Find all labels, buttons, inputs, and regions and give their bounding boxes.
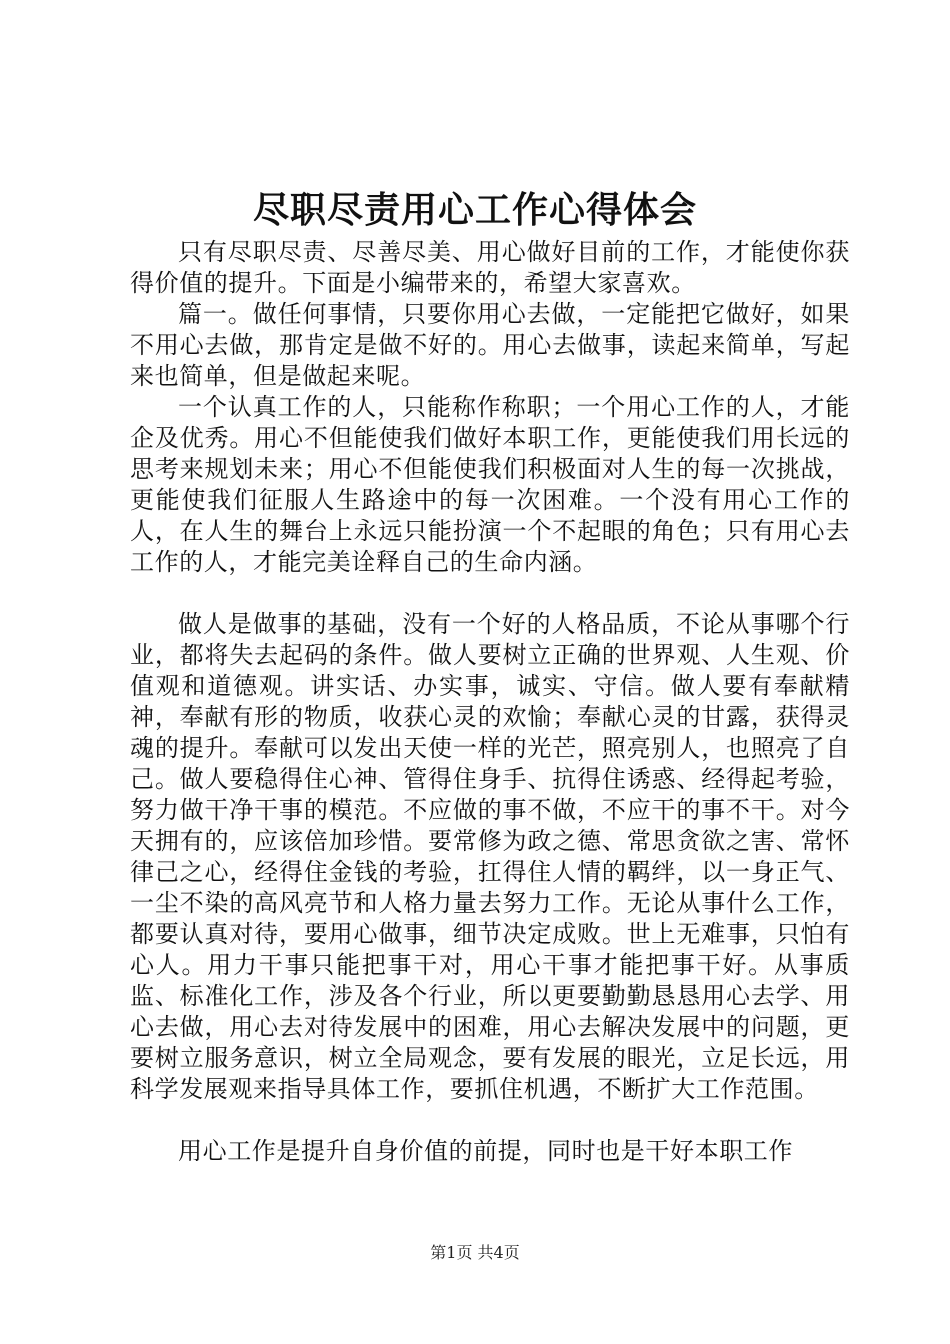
paragraph-value-premise: 用心工作是提升自身价值的前提，同时也是干好本职工作 [178,1137,793,1165]
paragraph-intro: 只有尽职尽责、尽善尽美、用心做好目前的工作，才能使你获得价值的提升。下面是小编带来的，希望大家喜欢。 [130,238,850,297]
document-body [130,237,850,1167]
paragraph-attentive-work: 一个认真工作的人，只能称作称职；一个用心工作的人，才能企及优秀。用心不但能使我们做好本职工作，更能使我们用长远的思考来规划未来；用心不但能使我们积极面对人生的每一次挑战，更能使我们征服人生路途中的每一次困难。一个没有用心工作的人，在人生的舞台上永远只能扮演一个不起眼的角色；只有用心去工作的人，才能完美诠释自己的生命内涵。 [130,393,850,576]
paragraph-part-one: 篇一。做任何事情，只要你用心去做，一定能把它做好，如果不用心去做，那肯定是做不好的。用心去做事，读起来简单，写起来也简单，但是做起来呢。 [130,300,850,390]
page-footer: 第1页 共4页 [430,1243,520,1262]
paragraph-gap [130,1105,850,1136]
page-title: 尽职尽责用心工作心得体会 [252,189,697,231]
paragraph-character: 做人是做事的基础，没有一个好的人格品质，不论从事哪个行业，都将失去起码的条件。做人要树立正确的世界观、人生观、价值观和道德观。讲实话、办实事，诚实、守信。做人要有奉献精神，奉献有形的物质，收获心灵的欢愉；奉献心灵的甘露，获得灵魂的提升。奉献可以发出天使一样的光芒，照亮别人，也照亮了自己。做人要稳得住心神、管得住身手、抗得住诱惑、经得起考验，努力做干净干事的模范。不应做的事不做，不应干的事不干。对今天拥有的，应该倍加珍惜。要常修为政之德、常思贪欲之害、常怀律己之心，经得住金钱的考验，扛得住人情的羁绊，以一身正气、一尘不染的高风亮节和人格力量去努力工作。无论从事什么工作，都要认真对待，要用心做事，细节决定成败。世上无难事，只怕有心人。用力干事只能把事干对，用心干事才能把事干好。从事质监、标准化工作，涉及各个行业，所以更要勤勤恳恳用心去学、用心去做，用心去对待发展中的困难，用心去解决发展中的问题，更要树立服务意识，树立全局观念，要有发展的眼光，立足长远，用科学发展观来指导具体工作，要抓住机遇，不断扩大工作范围。 [130,610,850,1103]
paragraph-gap [130,578,850,609]
